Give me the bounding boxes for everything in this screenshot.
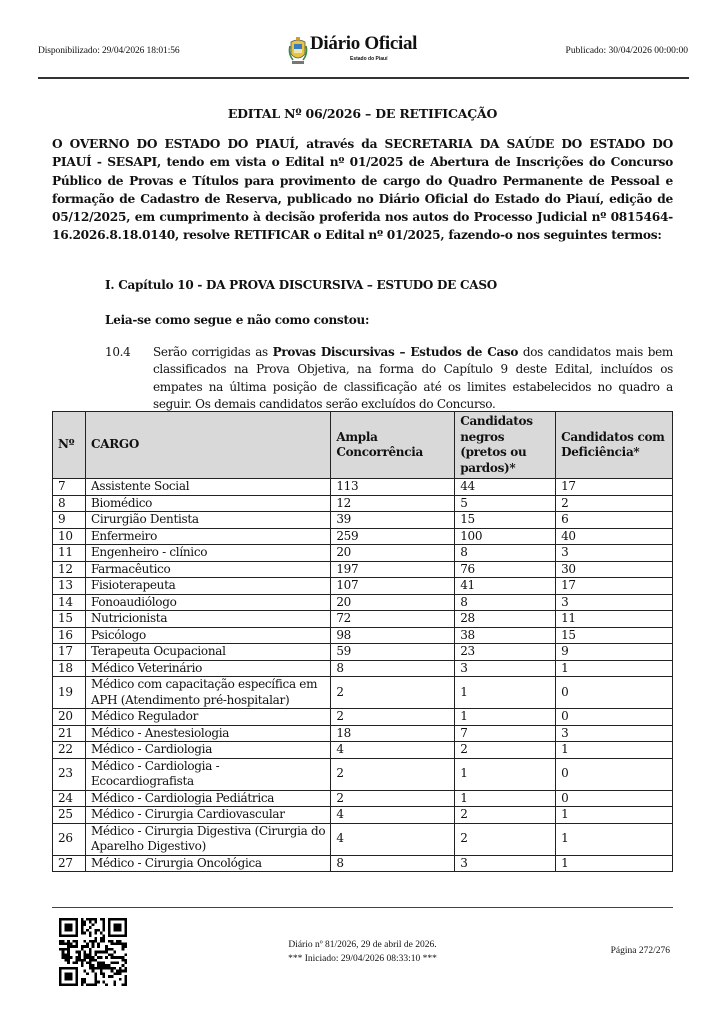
cell-number: 26 <box>53 823 86 855</box>
cell-ampla: 2 <box>331 758 455 790</box>
item-number: 10.4 <box>105 345 131 359</box>
cell-ampla: 259 <box>331 528 455 545</box>
cell-deficiencia: 9 <box>556 644 673 661</box>
cell-cargo: Médico com capacitação específica em APH (Atendimento pré-hospitalar) <box>85 677 330 709</box>
cell-number: 16 <box>53 627 86 644</box>
cell-deficiencia: 17 <box>556 479 673 496</box>
cell-ampla: 8 <box>331 660 455 677</box>
cell-negros: 2 <box>455 742 556 759</box>
cell-negros: 3 <box>455 660 556 677</box>
cell-number: 20 <box>53 709 86 726</box>
table-row <box>53 709 673 726</box>
cell-negros: 100 <box>455 528 556 545</box>
published-timestamp: Publicado: 30/04/2026 00:00:00 <box>565 46 688 56</box>
cell-negros: 8 <box>455 545 556 562</box>
edition-text: Diário nº 81/2026, 29 de abril de 2026. <box>288 940 437 950</box>
cell-negros: 7 <box>455 725 556 742</box>
cell-number: 12 <box>53 561 86 578</box>
table-row <box>53 545 673 562</box>
cell-cargo: Engenheiro - clínico <box>85 545 330 562</box>
cell-negros: 1 <box>455 790 556 807</box>
table-row <box>53 611 673 628</box>
cell-number: 17 <box>53 644 86 661</box>
table-row <box>53 807 673 824</box>
cell-negros: 5 <box>455 495 556 512</box>
started-text: *** Iniciado: 29/04/2026 08:33:10 *** <box>288 954 437 964</box>
cell-deficiencia: 0 <box>556 709 673 726</box>
cell-ampla: 197 <box>331 561 455 578</box>
state-coat-of-arms-icon <box>288 36 308 66</box>
item-text-before: Serão corrigidas as <box>153 345 273 359</box>
cell-cargo: Enfermeiro <box>85 528 330 545</box>
cell-cargo: Médico - Cardiologia <box>85 742 330 759</box>
cell-number: 27 <box>53 855 86 872</box>
cell-negros: 2 <box>455 807 556 824</box>
cell-ampla: 12 <box>331 495 455 512</box>
table-row <box>53 578 673 595</box>
table-row <box>53 725 673 742</box>
cell-number: 22 <box>53 742 86 759</box>
table-header-row <box>53 412 673 479</box>
cell-ampla: 20 <box>331 594 455 611</box>
footer-edition-info <box>200 938 525 966</box>
cell-number: 13 <box>53 578 86 595</box>
cell-cargo: Médico - Anestesiologia <box>85 725 330 742</box>
cell-negros: 38 <box>455 627 556 644</box>
table-row <box>53 660 673 677</box>
cell-ampla: 18 <box>331 725 455 742</box>
cell-number: 8 <box>53 495 86 512</box>
intro-paragraph: O OVERNO DO ESTADO DO PIAUÍ, através da SECRETARIA DA SAÚDE DO ESTADO DO PIAUÍ - SESAPI, tendo em vista o Edital nº 01/2025 de Abertura de Inscrições do Concurso Público de Provas e Títulos para provimento de cargo do Quadro Permanente de Pessoal e formação de Cadastro de Reserva, publicado no Diário Oficial do Estado do Piauí, edição de 05/12/2025, em cumprimento à decisão proferida nos autos do Processo Judicial nº 0815464-16.2026.8.18.0140, resolve RETIFICAR o Edital nº 01/2025, fazendo-o nos seguintes termos: <box>52 137 673 243</box>
item-10-4 <box>105 344 673 413</box>
cell-deficiencia: 3 <box>556 725 673 742</box>
cell-deficiencia: 3 <box>556 594 673 611</box>
cell-cargo: Médico Regulador <box>85 709 330 726</box>
header-divider <box>38 77 689 79</box>
cell-number: 15 <box>53 611 86 628</box>
table-row <box>53 677 673 709</box>
footer-divider <box>52 907 673 908</box>
page-number: Página 272/276 <box>610 946 670 956</box>
item-text <box>105 344 673 413</box>
cell-ampla: 72 <box>331 611 455 628</box>
table-row <box>53 561 673 578</box>
header-cargo: CARGO <box>85 412 330 479</box>
cell-cargo: Médico - Cirurgia Digestiva (Cirurgia do Aparelho Digestivo) <box>85 823 330 855</box>
cell-cargo: Terapeuta Ocupacional <box>85 644 330 661</box>
cell-cargo: Cirurgião Dentista <box>85 512 330 529</box>
cell-ampla: 98 <box>331 627 455 644</box>
chapter-heading: I. Capítulo 10 - DA PROVA DISCURSIVA – ESTUDO DE CASO <box>105 278 497 292</box>
document-title: EDITAL Nº 06/2026 – DE RETIFICAÇÃO <box>227 106 498 121</box>
cell-number: 23 <box>53 758 86 790</box>
read-as-heading: Leia-se como segue e não como constou: <box>105 313 370 327</box>
cell-negros: 3 <box>455 855 556 872</box>
cell-cargo: Médico - Cirurgia Oncológica <box>85 855 330 872</box>
cell-ampla: 4 <box>331 807 455 824</box>
cell-cargo: Biomédico <box>85 495 330 512</box>
table-row <box>53 790 673 807</box>
cell-number: 25 <box>53 807 86 824</box>
cell-ampla: 2 <box>331 677 455 709</box>
cell-number: 14 <box>53 594 86 611</box>
table-row <box>53 479 673 496</box>
cell-negros: 23 <box>455 644 556 661</box>
table-row <box>53 495 673 512</box>
cell-ampla: 8 <box>331 855 455 872</box>
cell-cargo: Nutricionista <box>85 611 330 628</box>
cell-deficiencia: 15 <box>556 627 673 644</box>
cell-number: 21 <box>53 725 86 742</box>
cell-cargo: Médico - Cardiologia - Ecocardiografista <box>85 758 330 790</box>
cell-negros: 76 <box>455 561 556 578</box>
table-row <box>53 758 673 790</box>
cell-number: 9 <box>53 512 86 529</box>
cell-ampla: 39 <box>331 512 455 529</box>
table-row <box>53 742 673 759</box>
header-negros: Candidatos negros (pretos ou pardos)* <box>455 412 556 479</box>
cell-deficiencia: 1 <box>556 660 673 677</box>
qr-code-icon <box>59 918 127 986</box>
cell-cargo: Médico - Cirurgia Cardiovascular <box>85 807 330 824</box>
table-row <box>53 644 673 661</box>
cell-ampla: 20 <box>331 545 455 562</box>
cell-negros: 2 <box>455 823 556 855</box>
cell-negros: 41 <box>455 578 556 595</box>
available-timestamp: Disponibilizado: 29/04/2026 18:01:56 <box>38 46 180 56</box>
item-text-after: dos candidatos mais bem classificados na Prova Objetiva, na forma do Capítulo 9 deste Edital, incluídos os empates na última posição de classificação até os limites estabelecidos no quadro a seguir. Os demais candidatos serão excluídos do Concurso. <box>153 345 673 411</box>
cell-number: 18 <box>53 660 86 677</box>
table-row <box>53 594 673 611</box>
cell-deficiencia: 40 <box>556 528 673 545</box>
cell-number: 19 <box>53 677 86 709</box>
header-deficiencia: Candidatos com Deficiência* <box>556 412 673 479</box>
table-row <box>53 528 673 545</box>
cell-deficiencia: 1 <box>556 855 673 872</box>
cell-deficiencia: 2 <box>556 495 673 512</box>
cell-cargo: Médico Veterinário <box>85 660 330 677</box>
cell-negros: 1 <box>455 709 556 726</box>
cell-deficiencia: 1 <box>556 807 673 824</box>
cell-ampla: 2 <box>331 709 455 726</box>
brand-title: Diário Oficial <box>310 33 418 54</box>
cell-ampla: 4 <box>331 823 455 855</box>
cell-ampla: 59 <box>331 644 455 661</box>
cell-deficiencia: 11 <box>556 611 673 628</box>
header-ampla: Ampla Concorrência <box>331 412 455 479</box>
cell-cargo: Fonoaudiólogo <box>85 594 330 611</box>
cell-deficiencia: 1 <box>556 823 673 855</box>
page-header <box>38 34 688 74</box>
cell-ampla: 2 <box>331 790 455 807</box>
item-text-bold: Provas Discursivas – Estudos de Caso <box>272 345 519 359</box>
cell-number: 10 <box>53 528 86 545</box>
cell-cargo: Médico - Cardiologia Pediátrica <box>85 790 330 807</box>
cell-negros: 1 <box>455 677 556 709</box>
cell-cargo: Fisioterapeuta <box>85 578 330 595</box>
table-row <box>53 823 673 855</box>
cell-ampla: 113 <box>331 479 455 496</box>
cell-deficiencia: 3 <box>556 545 673 562</box>
cell-cargo: Psicólogo <box>85 627 330 644</box>
table-row <box>53 627 673 644</box>
cell-deficiencia: 6 <box>556 512 673 529</box>
cell-number: 24 <box>53 790 86 807</box>
cell-number: 7 <box>53 479 86 496</box>
cell-deficiencia: 0 <box>556 677 673 709</box>
cell-ampla: 4 <box>331 742 455 759</box>
brand-subtitle: Estado do Piauí <box>350 56 388 62</box>
cell-deficiencia: 0 <box>556 758 673 790</box>
cell-negros: 28 <box>455 611 556 628</box>
header-number: Nº <box>53 412 86 479</box>
cell-negros: 8 <box>455 594 556 611</box>
cell-cargo: Assistente Social <box>85 479 330 496</box>
cell-deficiencia: 0 <box>556 790 673 807</box>
cell-cargo: Farmacêutico <box>85 561 330 578</box>
cell-deficiencia: 1 <box>556 742 673 759</box>
cell-number: 11 <box>53 545 86 562</box>
vacancies-table <box>52 411 673 872</box>
table-body <box>53 479 673 872</box>
cell-deficiencia: 30 <box>556 561 673 578</box>
cell-ampla: 107 <box>331 578 455 595</box>
table-row <box>53 512 673 529</box>
table-row <box>53 855 673 872</box>
cell-negros: 44 <box>455 479 556 496</box>
cell-deficiencia: 17 <box>556 578 673 595</box>
cell-negros: 1 <box>455 758 556 790</box>
cell-negros: 15 <box>455 512 556 529</box>
diario-oficial-logo <box>288 34 438 68</box>
